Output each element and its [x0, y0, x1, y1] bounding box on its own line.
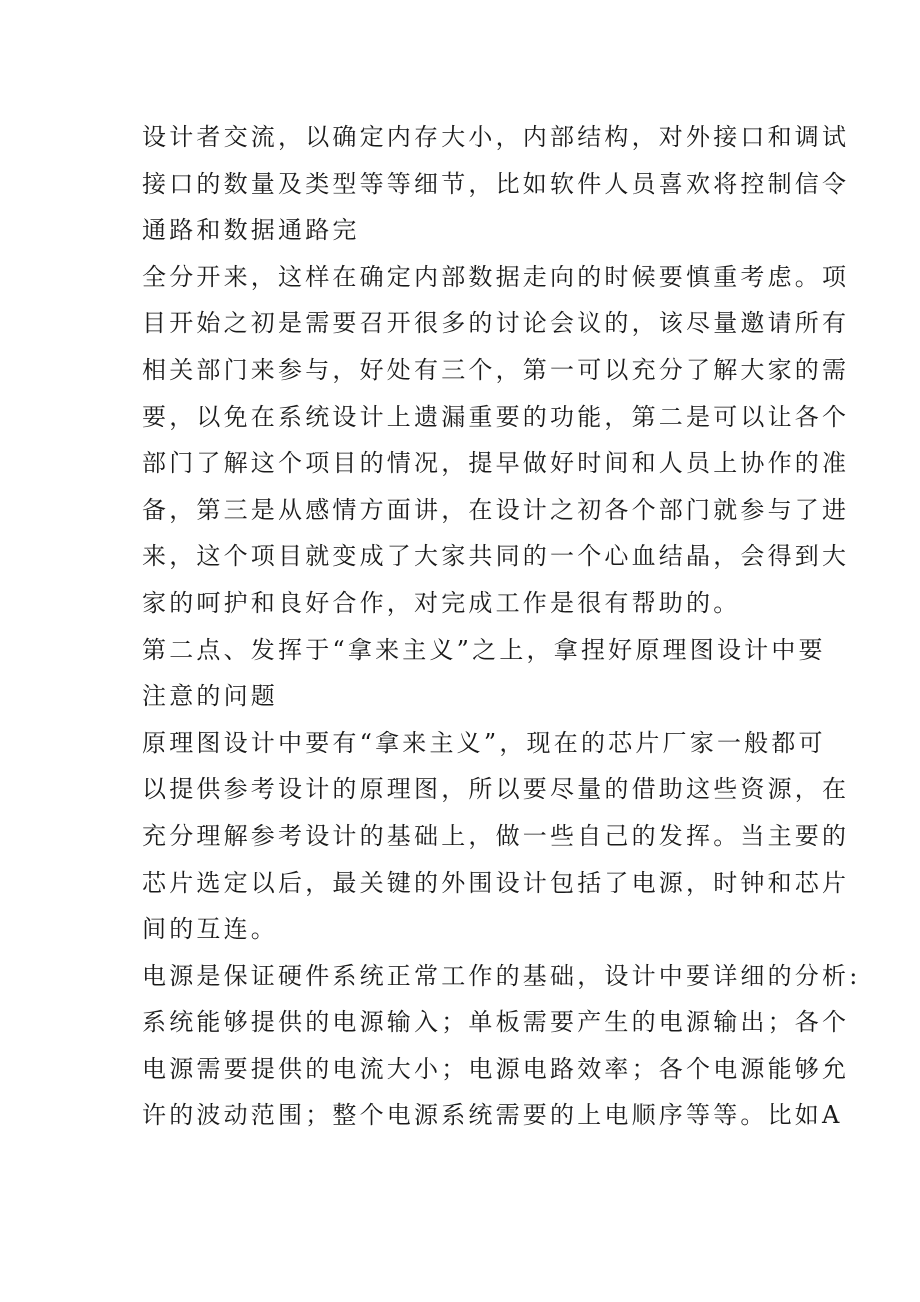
- text-line: 部门了解这个项目的情况，提早做好时间和人员上协作的准: [142, 449, 850, 478]
- paragraph-4: [142, 953, 861, 1139]
- section-heading: [142, 627, 826, 720]
- text-line: 注意的问题: [142, 682, 278, 711]
- text-line: 第二点、发挥于“拿来主义”之上，拿捏好原理图设计中要: [142, 635, 826, 664]
- text-line: 充分理解参考设计的基础上，做一些自己的发挥。当主要的: [142, 821, 850, 850]
- text-line: 电源是保证硬件系统正常工作的基础，设计中要详细的分析:: [142, 961, 861, 990]
- text-line: 接口的数量及类型等等细节，比如软件人员喜欢将控制信令: [142, 169, 850, 198]
- text-line: 相关部门来参与，好处有三个，第一可以充分了解大家的需: [142, 355, 850, 384]
- document-body: [142, 114, 861, 1139]
- text-line: 目开始之初是需要召开很多的讨论会议的，该尽量邀请所有: [142, 309, 850, 338]
- paragraph-3: [142, 720, 850, 953]
- text-line: 以提供参考设计的原理图，所以要尽量的借助这些资源，在: [142, 775, 850, 804]
- text-line: 来，这个项目就变成了大家共同的一个心血结晶，会得到大: [142, 542, 850, 571]
- text-line: 要，以免在系统设计上遗漏重要的功能，第二是可以让各个: [142, 402, 850, 431]
- text-line: 电源需要提供的电流大小；电源电路效率；各个电源能够允: [142, 1054, 850, 1083]
- text-line: 许的波动范围；整个电源系统需要的上电顺序等等。比如A: [142, 1101, 843, 1130]
- text-line: 全分开来，这样在确定内部数据走向的时候要慎重考虑。项: [142, 262, 850, 291]
- text-line: 设计者交流，以确定内存大小，内部结构，对外接口和调试: [142, 123, 850, 151]
- text-line: 系统能够提供的电源输入；单板需要产生的电源输出；各个: [142, 1008, 850, 1037]
- text-line: 家的呵护和良好合作，对完成工作是很有帮助的。: [142, 588, 741, 617]
- text-line: 通路和数据通路完: [142, 216, 360, 245]
- text-line: 备，第三是从感情方面讲，在设计之初各个部门就参与了进: [142, 495, 850, 524]
- paragraph-2: [142, 254, 850, 627]
- text-line: 间的互连。: [142, 915, 278, 944]
- paragraph-1: [142, 114, 850, 254]
- text-line: 原理图设计中要有“拿来主义”，现在的芯片厂家一般都可: [142, 728, 826, 757]
- text-line: 芯片选定以后，最关键的外围设计包括了电源，时钟和芯片: [142, 868, 850, 897]
